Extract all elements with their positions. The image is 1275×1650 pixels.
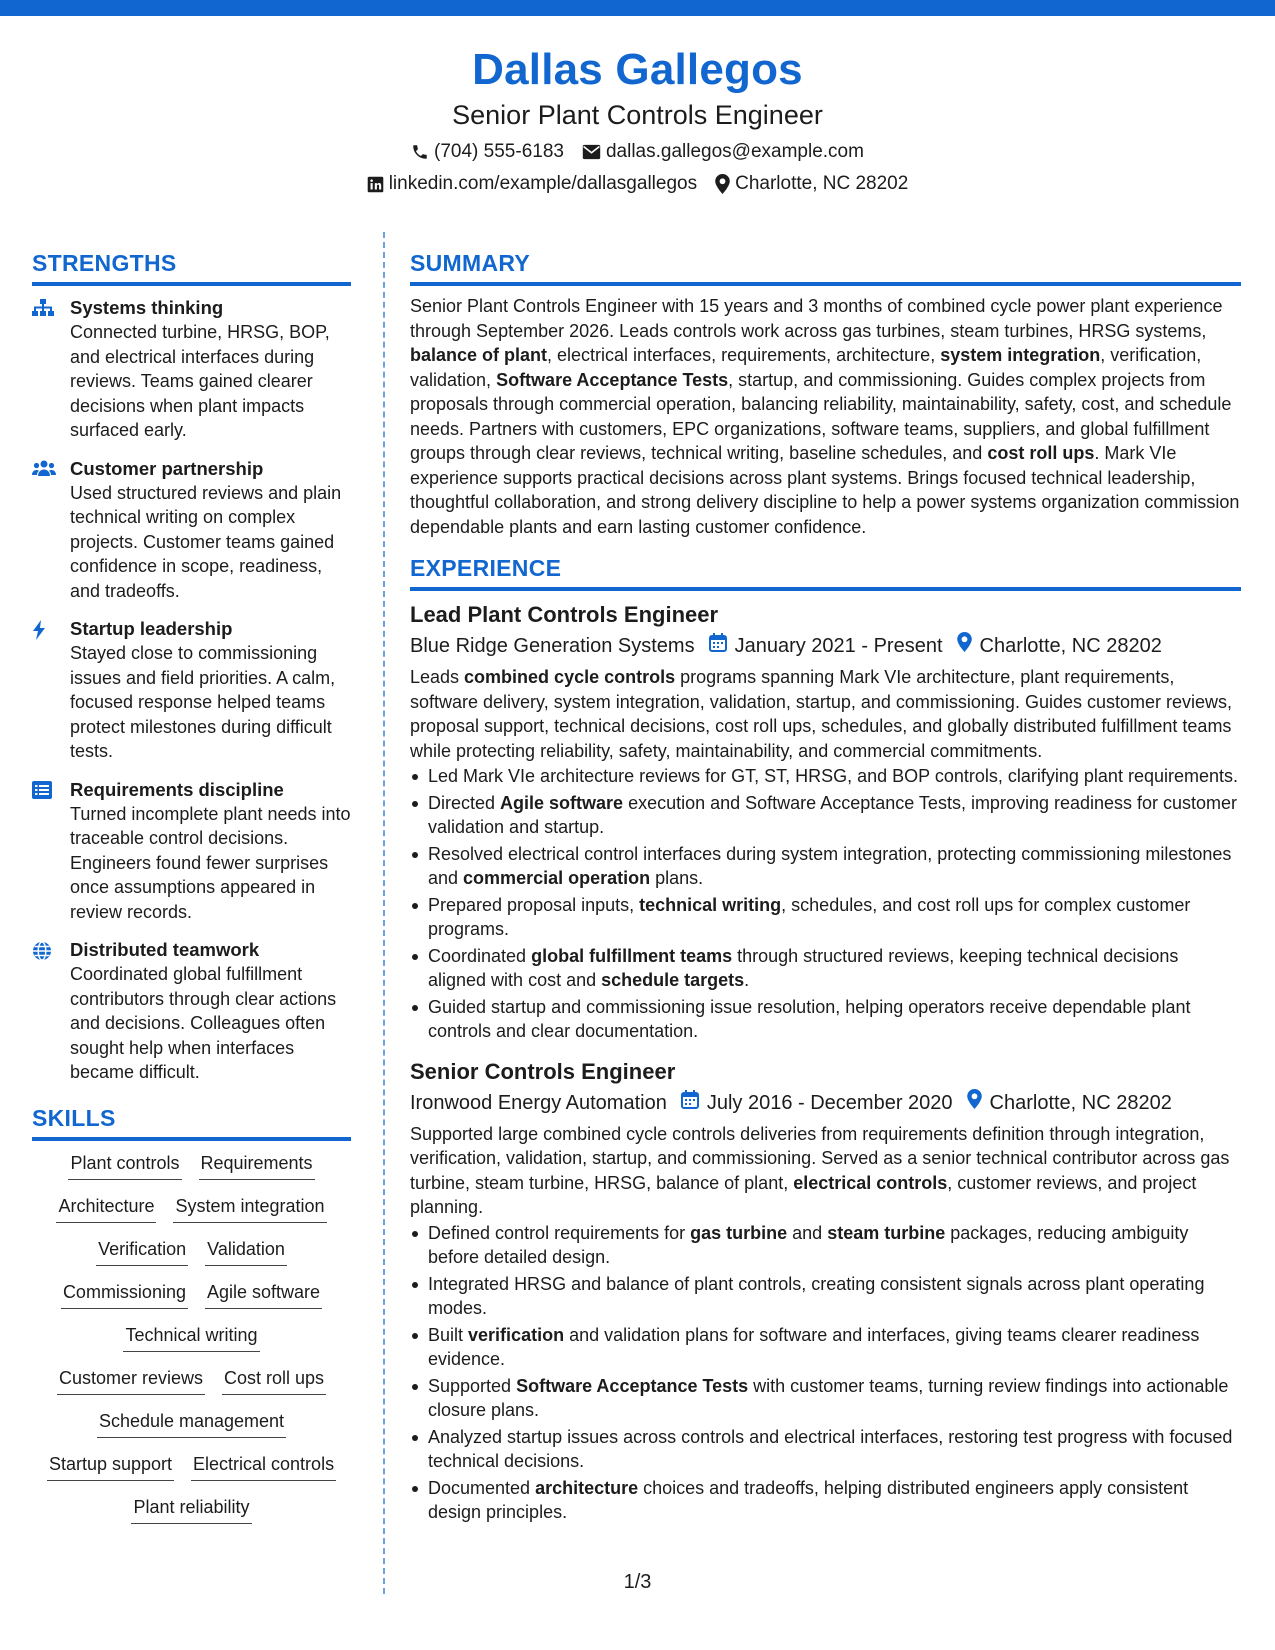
column-divider [383, 232, 385, 1594]
bullet-item [410, 1425, 1241, 1474]
bullet-item [410, 944, 1241, 993]
text-segment: and validation plans for software and interfaces, giving teams clearer readiness evidence. [428, 1324, 1200, 1369]
page-number: 1/3 [623, 1571, 652, 1593]
skill-tag: Commissioning [61, 1280, 188, 1309]
bold-keyword: technical writing [639, 894, 782, 915]
bullet-item [410, 842, 1241, 891]
text-segment: programs spanning Mark VIe architecture, plant requirements, software delivery, system integration, validation, startup, and commissioning. Guides customer reviews, proposal support, technical decisions, cost roll ups, schedules, and globally distributed fulfillment teams while protecting reliability, safety, maintainability, and commercial commitments. [410, 667, 1233, 761]
location-contact [715, 170, 908, 198]
text-segment: , electrical interfaces, requirements, architecture, [547, 345, 941, 365]
email-contact[interactable] [582, 138, 864, 166]
calendar-icon [681, 1088, 699, 1118]
bullet-item [410, 1272, 1241, 1321]
map-pin-icon [715, 174, 730, 194]
job-description [410, 665, 1241, 763]
text-segment: Coordinated [428, 945, 532, 966]
summary-heading: SUMMARY [410, 248, 1241, 286]
skill-tag: Cost roll ups [222, 1366, 326, 1395]
bullet-item [410, 764, 1241, 789]
text-segment: Led Mark VIe architecture reviews for GT, ST, HRSG, and BOP controls, clarifying plant requirements. [428, 766, 1238, 786]
resume-header [0, 40, 1275, 198]
skills-heading: SKILLS [32, 1103, 351, 1141]
skill-tag: Architecture [56, 1194, 156, 1223]
globe-icon [32, 938, 70, 966]
location-text: Charlotte, NC 28202 [735, 173, 909, 194]
skill-row [32, 1366, 351, 1395]
bolt-icon [32, 617, 70, 645]
job-location: Charlotte, NC 28202 [989, 1091, 1172, 1114]
text-segment: , startup, and commissioning. Guides complex projects from proposals through commercial operation, balancing reliability, maintainability, safety, cost, and schedule needs. Partners with customers, EPC organizations, software teams, suppliers, and global fulfillment groups through clear reviews, technical writing, baseline schedules, and [410, 369, 1232, 463]
skill-tag: Schedule management [97, 1409, 286, 1438]
left-column [32, 248, 351, 1538]
linkedin-contact[interactable] [367, 170, 697, 198]
bold-keyword: Software Acceptance Tests [516, 1375, 749, 1396]
bullet-item [410, 893, 1241, 942]
linkedin-icon [367, 176, 384, 193]
strength-text: Connected turbine, HRSG, BOP, and electrical interfaces during reviews. Teams gained clearer decisions when plant impacts surfaced early. [70, 322, 330, 440]
top-accent-bar [0, 0, 1275, 16]
text-segment: , customer reviews, and project planning. [410, 1172, 1197, 1217]
skills-list [32, 1151, 351, 1524]
text-segment: Documented [428, 1477, 536, 1498]
skill-tag: Verification [96, 1237, 188, 1266]
contact-row-2 [0, 170, 1275, 198]
skill-tag: Startup support [47, 1452, 174, 1481]
text-segment: Integrated HRSG and balance of plant controls, creating consistent signals across plant operating modes. [428, 1273, 1205, 1318]
job-entry [410, 1058, 1241, 1525]
envelope-icon [582, 144, 601, 160]
strength-title: Distributed teamwork [70, 939, 260, 960]
text-segment: Guided startup and commissioning issue resolution, helping operators receive dependable plant controls and clear documentation. [428, 996, 1191, 1041]
bold-keyword: Agile software [500, 792, 624, 813]
strength-title: Startup leadership [70, 618, 233, 639]
company-name: Blue Ridge Generation Systems [410, 635, 695, 657]
candidate-name: Dallas Gallegos [472, 45, 803, 94]
strength-title: Systems thinking [70, 297, 224, 318]
text-segment: and [787, 1222, 828, 1243]
contact-row-1 [0, 138, 1275, 166]
email-address[interactable]: dallas.gallegos@example.com [605, 141, 864, 162]
skill-tag: Plant reliability [131, 1495, 251, 1524]
phone-number: (704) 555-6183 [434, 141, 564, 162]
text-segment: Directed [428, 792, 501, 813]
list-icon [32, 778, 70, 804]
bullet-item [410, 1476, 1241, 1525]
text-segment: Defined control requirements for [428, 1222, 691, 1243]
text-segment: choices and tradeoffs, helping distributed engineers apply consistent design principles. [428, 1477, 1189, 1522]
bold-keyword: gas turbine [690, 1222, 788, 1243]
bold-keyword: commercial operation [463, 868, 651, 888]
skill-row [32, 1280, 351, 1309]
job-entry [410, 601, 1241, 1044]
strength-title: Customer partnership [70, 457, 264, 479]
skill-row [32, 1409, 351, 1438]
bold-keyword: schedule targets [601, 970, 745, 990]
text-segment: with customer teams, turning review findings into actionable closure plans. [428, 1375, 1229, 1420]
skill-tag: System integration [173, 1194, 326, 1223]
strength-text: Stayed close to commissioning issues and field priorities. A calm, focused response helped teams protect milestones during difficult tests. [70, 643, 336, 761]
experience-heading: EXPERIENCE [410, 553, 1241, 591]
text-segment: Supported large combined cycle controls deliveries from requirements definition through integration, verification, validation, startup, and commissioning. Served as a senior technical contributor across gas turbine, steam turbine, HRSG, balance of plant, [410, 1123, 1230, 1193]
text-segment: plans. [650, 868, 704, 888]
strength-text: Used structured reviews and plain technical writing on complex projects. Customer teams gained confidence in scope, readiness, and tradeoffs. [70, 482, 342, 601]
skill-row [32, 1194, 351, 1223]
text-segment: through structured reviews, keeping technical decisions aligned with cost and [428, 945, 1179, 990]
bold-keyword: cost roll ups [987, 443, 1095, 463]
bold-keyword: Software Acceptance Tests [496, 369, 729, 390]
strength-title: Requirements discipline [70, 778, 284, 800]
bullet-item [410, 995, 1241, 1044]
job-location: Charlotte, NC 28202 [979, 635, 1162, 657]
job-meta [410, 1088, 1241, 1118]
skill-tag: Plant controls [68, 1151, 181, 1180]
text-segment: execution and Software Acceptance Tests, improving readiness for customer validation and startup. [428, 792, 1238, 837]
linkedin-url[interactable]: linkedin.com/example/dallasgallegos [388, 173, 698, 194]
right-column [410, 248, 1241, 1527]
text-segment: Resolved electrical control interfaces during system integration, protecting commissioning milestones and [428, 843, 1232, 888]
bold-keyword: global fulfillment teams [531, 945, 733, 966]
text-segment: Analyzed startup issues across controls and electrical interfaces, restoring test progress with focused technical decisions. [428, 1426, 1233, 1471]
bold-keyword: verification [468, 1324, 565, 1345]
job-dates: January 2021 - Present [734, 635, 943, 657]
text-segment: Built [428, 1324, 469, 1345]
bullet-item [410, 791, 1241, 840]
text-segment: . Mark VIe experience supports practical decisions across plant systems. Brings focused technical leadership, thoughtful collaboration, and strong delivery discipline to help a power systems organization commission dependable plants and earn lasting customer confidence. [410, 443, 1240, 537]
summary-text [410, 294, 1241, 539]
bullet-item [410, 1374, 1241, 1423]
job-dates: July 2016 - December 2020 [706, 1091, 953, 1114]
text-segment: , verification, validation, [410, 345, 1202, 390]
bold-keyword: balance of plant [410, 345, 548, 365]
strength-item [32, 938, 351, 1085]
text-segment: Leads [410, 667, 465, 687]
bold-keyword: electrical controls [793, 1172, 948, 1193]
bullet-item [410, 1323, 1241, 1372]
skill-tag: Requirements [199, 1151, 315, 1180]
sitemap-icon [32, 296, 70, 322]
strengths-heading: STRENGTHS [32, 248, 351, 286]
skill-tag: Electrical controls [191, 1452, 336, 1481]
skill-row [32, 1323, 351, 1352]
candidate-title: Senior Plant Controls Engineer [452, 100, 823, 130]
skill-row [32, 1237, 351, 1266]
job-title: Lead Plant Controls Engineer [410, 602, 719, 627]
strength-item [32, 296, 351, 443]
bold-keyword: architecture [535, 1477, 639, 1498]
text-segment: . [744, 970, 750, 990]
bold-keyword: combined cycle controls [464, 667, 676, 687]
skill-row [32, 1151, 351, 1180]
phone-icon [411, 143, 429, 161]
job-bullets [410, 764, 1241, 1044]
strength-text: Coordinated global fulfillment contributors through clear actions and decisions. Colleagues often sought help when interfaces became difficult. [70, 964, 337, 1082]
job-meta [410, 631, 1241, 661]
text-segment: packages, reducing ambiguity before detailed design. [428, 1222, 1189, 1267]
map-pin-icon [957, 631, 972, 661]
text-segment: , schedules, and cost roll ups for complex customer programs. [428, 894, 1191, 939]
text-segment: Supported [428, 1375, 517, 1396]
company-name: Ironwood Energy Automation [410, 1091, 667, 1114]
strength-item [32, 778, 351, 925]
skill-tag: Agile software [205, 1280, 322, 1309]
text-segment: Prepared proposal inputs, [428, 894, 640, 915]
job-title: Senior Controls Engineer [410, 1058, 676, 1084]
bullet-item [410, 1221, 1241, 1270]
calendar-icon [709, 631, 727, 661]
phone-contact [411, 138, 564, 166]
text-segment: Senior Plant Controls Engineer with 15 years and 3 months of combined cycle power plant experience through September 2026. Leads controls work across gas turbines, steam turbines, HRSG systems, [410, 296, 1223, 341]
skill-tag: Customer reviews [57, 1366, 205, 1395]
skill-row [32, 1495, 351, 1524]
skill-tag: Validation [205, 1237, 287, 1266]
job-description [410, 1122, 1241, 1220]
users-icon [32, 457, 70, 481]
skill-tag: Technical writing [123, 1323, 259, 1352]
strength-item [32, 457, 351, 604]
map-pin-icon [967, 1088, 982, 1118]
job-bullets [410, 1221, 1241, 1525]
strength-text: Turned incomplete plant needs into traceable control decisions. Engineers found fewer surprises once assumptions appeared in review records. [70, 803, 351, 922]
skill-row [32, 1452, 351, 1481]
strength-item [32, 617, 351, 764]
bold-keyword: steam turbine [827, 1222, 946, 1243]
bold-keyword: system integration [940, 345, 1101, 365]
